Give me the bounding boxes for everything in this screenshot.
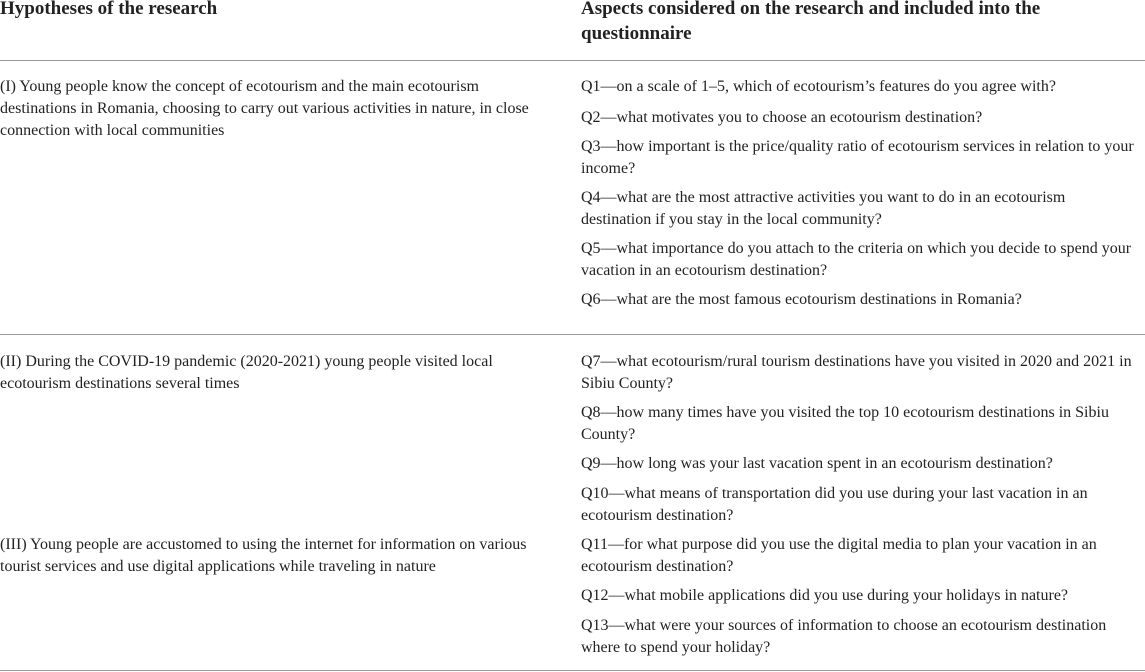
question-line: ecotourism destination? (581, 558, 734, 575)
question-line: Q9—how long was your last vacation spent in an ecotourism destination? (581, 455, 1053, 472)
question-q12 (581, 585, 1145, 607)
hypothesis-2 (0, 351, 575, 395)
question-line: Q2—what motivates you to choose an ecotourism destination? (581, 109, 983, 126)
question-q4 (581, 187, 1145, 231)
hypothesis-3 (0, 534, 575, 578)
question-q3 (581, 136, 1145, 180)
question-line: Q10—what means of transportation did you use during your last vacation in an (581, 485, 1088, 502)
hypothesis-line: (II) During the COVID-19 pandemic (2020-2021) young people visited local (0, 353, 493, 370)
question-q6 (581, 289, 1145, 311)
question-line: Q11—for what purpose did you use the digital media to plan your vacation in an (581, 536, 1097, 553)
hypothesis-line: tourist services and use digital applications while traveling in nature (0, 558, 436, 575)
question-q7 (581, 351, 1145, 395)
header-aspects-line: Aspects considered on the research and included into the (581, 0, 1041, 19)
hypothesis-line: (I) Young people know the concept of ecotourism and the main ecotourism (0, 78, 479, 95)
hypothesis-1 (0, 76, 575, 142)
question-line: Q1—on a scale of 1–5, which of ecotourism’s features do you agree with? (581, 78, 1056, 95)
section-divider (0, 334, 1145, 335)
question-line: where to spend your holiday? (581, 639, 771, 656)
question-line: County? (581, 426, 636, 443)
hypothesis-line: destinations in Romania, choosing to carry out various activities in nature, in close (0, 100, 529, 117)
question-line: Q4—what are the most attractive activities you want to do in an ecotourism (581, 189, 1066, 206)
question-line: destination if you stay in the local community? (581, 211, 882, 228)
question-line: Q8—how many times have you visited the top 10 ecotourism destinations in Sibiu (581, 404, 1109, 421)
question-line: Sibiu County? (581, 375, 674, 392)
question-q9 (581, 453, 1145, 475)
header-hypotheses (0, 0, 560, 21)
hypothesis-line: connection with local communities (0, 122, 225, 139)
question-line: Q3—how important is the price/quality ratio of ecotourism services in relation to your (581, 138, 1134, 155)
question-q11 (581, 534, 1145, 578)
question-line: vacation in an ecotourism destination? (581, 262, 828, 279)
question-q10 (581, 483, 1145, 527)
table-bottom-rule (0, 670, 1145, 671)
question-line: Q6—what are the most famous ecotourism destinations in Romania? (581, 291, 1022, 308)
question-line: Q7—what ecotourism/rural tourism destinations have you visited in 2020 and 2021 in (581, 353, 1132, 370)
header-aspects-line: questionnaire (581, 23, 692, 44)
header-hypotheses-line: Hypotheses of the research (0, 0, 218, 19)
table-header (0, 0, 1145, 61)
question-q1 (581, 76, 1145, 98)
question-line: Q5—what importance do you attach to the criteria on which you decide to spend your (581, 240, 1132, 257)
question-line: income? (581, 160, 636, 177)
question-q8 (581, 402, 1145, 446)
question-line: ecotourism destination? (581, 507, 734, 524)
question-q2 (581, 107, 1145, 129)
header-aspects (581, 0, 1141, 46)
question-q13 (581, 615, 1145, 659)
question-line: Q13—what were your sources of information to choose an ecotourism destination (581, 617, 1107, 634)
hypothesis-line: ecotourism destinations several times (0, 375, 240, 392)
hypothesis-line: (III) Young people are accustomed to using the internet for information on various (0, 536, 527, 553)
question-line: Q12—what mobile applications did you use during your holidays in nature? (581, 587, 1069, 604)
question-q5 (581, 238, 1145, 282)
